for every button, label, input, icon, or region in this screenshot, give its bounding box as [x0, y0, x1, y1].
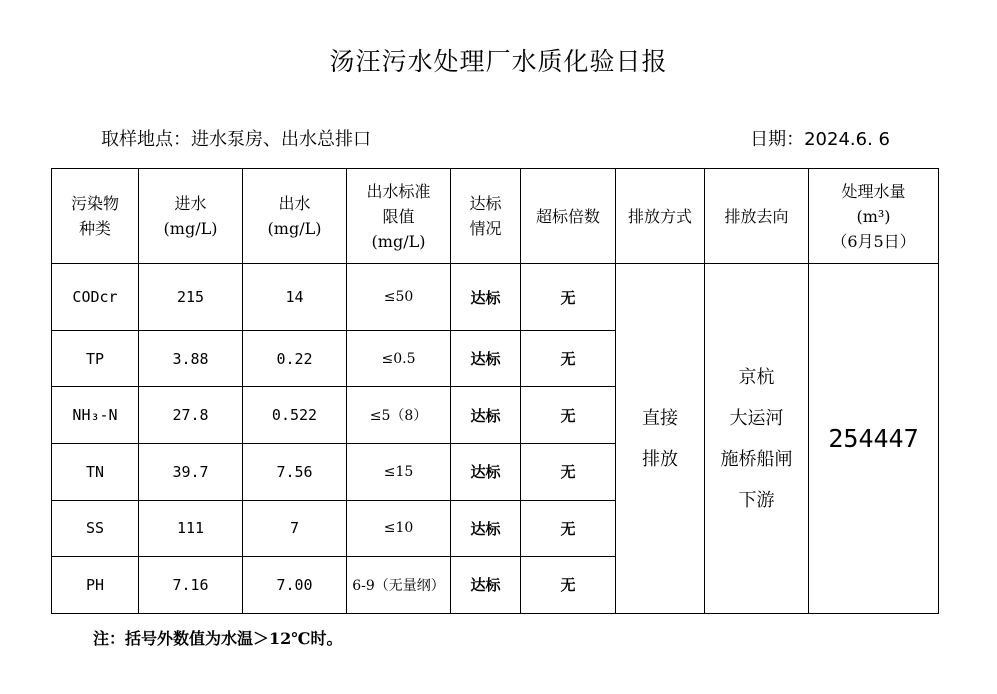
water-quality-table [51, 168, 939, 614]
inflow-value: 39.7 [139, 443, 243, 500]
limit-value: ≤5（8） [347, 387, 451, 443]
report-date: 日期：2024.6. 6 [750, 129, 890, 150]
outflow-value: 0.22 [243, 331, 347, 387]
discharge-destination: 京杭 大运河 施桥船闸 下游 [705, 264, 809, 614]
inflow-value: 7.16 [139, 556, 243, 613]
header-limit: 出水标准 限值 (mg/L) [347, 169, 451, 264]
exceed-ratio: 无 [521, 387, 616, 443]
inflow-value: 27.8 [139, 387, 243, 443]
exceed-ratio: 无 [521, 500, 616, 556]
outflow-value: 14 [243, 264, 347, 331]
exceed-ratio: 无 [521, 556, 616, 613]
header-exceed: 超标倍数 [521, 169, 616, 264]
limit-value: ≤50 [347, 264, 451, 331]
compliance-status: 达标 [451, 500, 521, 556]
outflow-value: 7.00 [243, 556, 347, 613]
compliance-status: 达标 [451, 387, 521, 443]
table-row [52, 264, 939, 331]
pollutant-name: SS [52, 500, 139, 556]
treated-volume: 254447 [809, 264, 939, 614]
exceed-ratio: 无 [521, 331, 616, 387]
header-discharge-dest: 排放去向 [705, 169, 809, 264]
inflow-value: 3.88 [139, 331, 243, 387]
outflow-value: 7 [243, 500, 347, 556]
compliance-status: 达标 [451, 556, 521, 613]
footnote: 注：括号外数值为水温＞12℃时。 [93, 629, 343, 648]
header-outflow: 出水 (mg/L) [243, 169, 347, 264]
pollutant-name: PH [52, 556, 139, 613]
compliance-status: 达标 [451, 331, 521, 387]
pollutant-name: TP [52, 331, 139, 387]
sampling-location: 取样地点：进水泵房、出水总排口 [101, 129, 371, 150]
inflow-value: 111 [139, 500, 243, 556]
pollutant-name: CODcr [52, 264, 139, 331]
outflow-value: 0.522 [243, 387, 347, 443]
exceed-ratio: 无 [521, 443, 616, 500]
exceed-ratio: 无 [521, 264, 616, 331]
inflow-value: 215 [139, 264, 243, 331]
header-volume: 处理水量 (m³) （6月5日） [809, 169, 939, 264]
compliance-status: 达标 [451, 264, 521, 331]
header-compliance: 达标 情况 [451, 169, 521, 264]
table-header-row [52, 169, 939, 264]
limit-value: 6-9（无量纲） [347, 556, 451, 613]
pollutant-name: TN [52, 443, 139, 500]
discharge-mode: 直接 排放 [616, 264, 705, 614]
limit-value: ≤10 [347, 500, 451, 556]
outflow-value: 7.56 [243, 443, 347, 500]
limit-value: ≤0.5 [347, 331, 451, 387]
header-inflow: 进水 (mg/L) [139, 169, 243, 264]
header-discharge-mode: 排放方式 [616, 169, 705, 264]
compliance-status: 达标 [451, 443, 521, 500]
report-title: 汤汪污水处理厂水质化验日报 [329, 47, 668, 76]
header-pollutant: 污染物 种类 [52, 169, 139, 264]
pollutant-name: NH₃-N [52, 387, 139, 443]
limit-value: ≤15 [347, 443, 451, 500]
